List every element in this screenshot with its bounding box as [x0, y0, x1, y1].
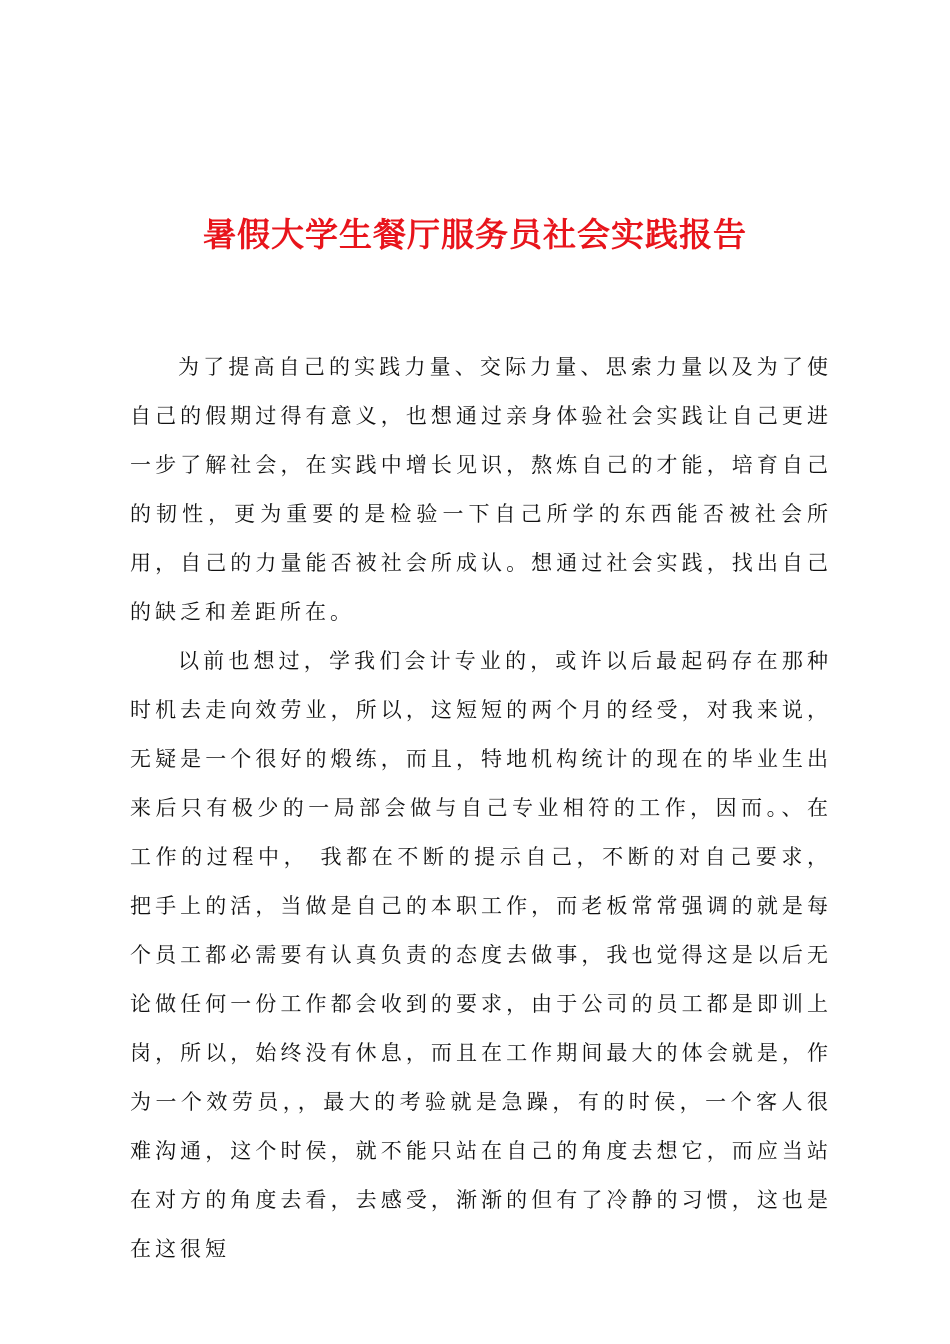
document-title: 暑假大学生餐厅服务员社会实践报告: [203, 215, 747, 254]
paragraph-1: 为了提高自己的实践力量、交际力量、思索力量以及为了使自己的假期过得有意义，也想通过亲身体验社会实践让自己更进一步了解社会，在实践中增长见识，熬炼自己的才能，培育自己的韧性，更为重要的是检验一下自己所学的东西能否被社会所用，自己的力量能否被社会所成认。想通过社会实践，找出自己的缺乏和差距所在。: [130, 355, 832, 624]
paragraph-2: 以前也想过，学我们会计专业的，或许以后最起码存在那种时机去走向效劳业，所以，这短短的两个月的经受，对我来说，无疑是一个很好的煅练，而且，特地机构统计的现在的毕业生出来后只有极少的一局部会做与自己专业相符的工作，因而。、在工作的过程中， 我都在不断的提示自己，不断的对自己要求，把手上的活，当做是自己的本职工作，而老板常常强调的就是每个员工都必需要有认真负责的态度去做事，我也觉得这是以后无论做任何一份工作都会收到的要求，由于公司的员工都是即训上岗，所以，始终没有休息，而且在工作期间最大的体会就是，作为一个效劳员，，最大的考验就是急躁，有的时侯，一个客人很难沟通，这个时侯，就不能只站在自己的角度去想它，而应当站在对方的角度去看，去感受，渐渐的但有了冷静的习惯，这也是在这很短: [130, 649, 832, 1261]
document-body: [130, 343, 832, 1274]
